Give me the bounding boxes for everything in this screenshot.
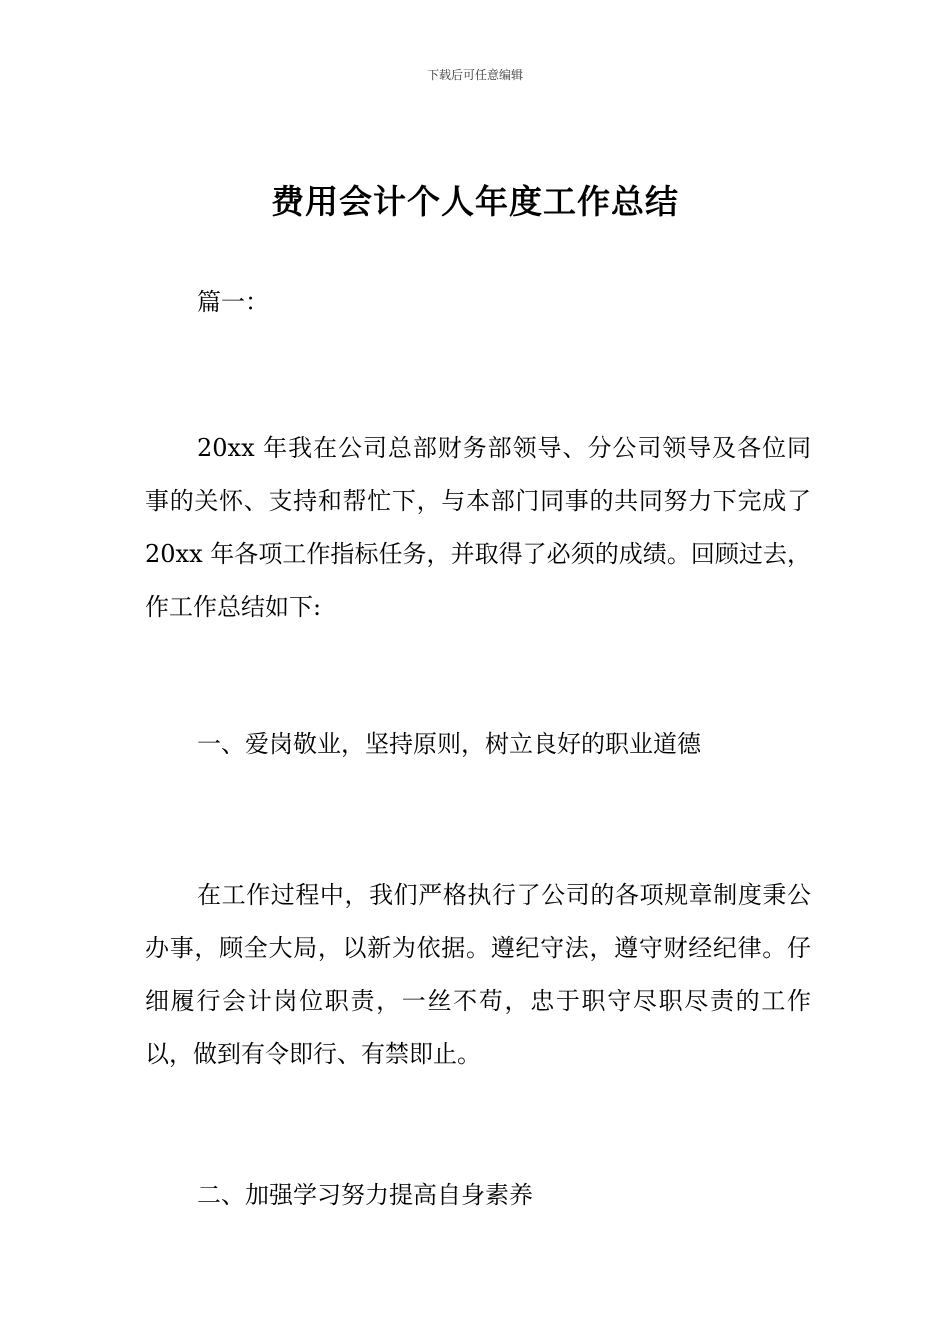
section-heading-1: 一、爱岗敬业，坚持原则，树立良好的职业道德 [197, 730, 701, 758]
document-title: 费用会计个人年度工作总结 [271, 182, 679, 221]
section-body-1: 在工作过程中，我们严格执行了公司的各项规章制度秉公办事，顾全大局，以新为依据。遵纪守法，遵守财经纪律。仔细履行会计岗位职责，一丝不苟，忠于职守尽职尽责的工作以，做到有令即行、有禁即止。 [145, 881, 811, 1068]
section-label: 篇一： [197, 288, 269, 316]
header-note: 下载后可任意编辑 [426, 68, 523, 82]
intro-paragraph: 20xx 年我在公司总部财务部领导、分公司领导及各位同事的关怀、支持和帮忙下，与本部门同事的共同努力下完成了 20xx 年各项工作指标任务，并取得了必须的成绩。回顾过去，作工作总结如下: [145, 434, 811, 621]
section-heading-2: 二、加强学习努力提高自身素养 [197, 1181, 533, 1209]
